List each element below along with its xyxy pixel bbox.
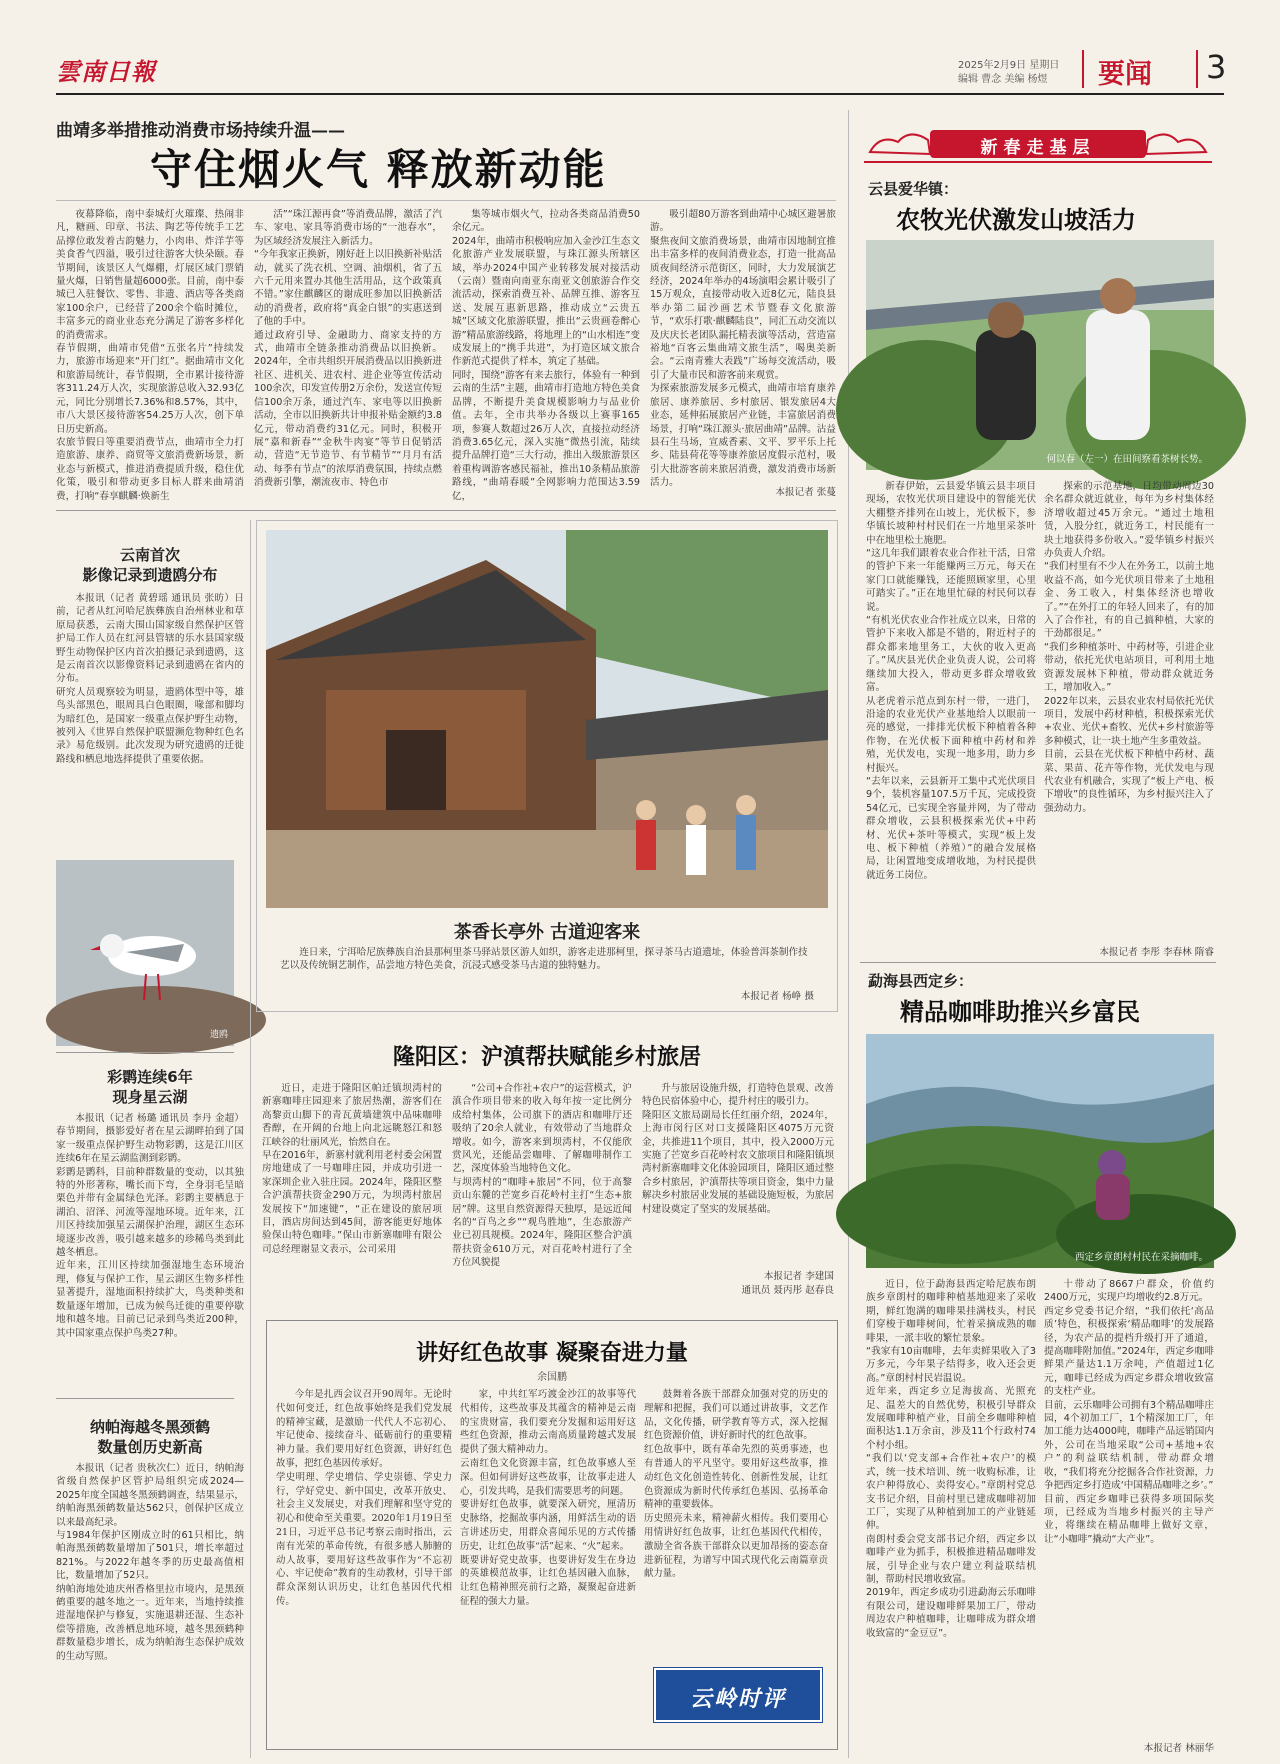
- page-editors: 编辑 曹念 美编 杨煜: [958, 74, 1048, 85]
- crane-body: 本报讯（记者 贵秋次仁）近日，纳帕海省级自然保护区管护局组织完成2024—2025年度全国越冬黑颈鹤调查，结果显示，纳帕海黑颈鹤数量达562只，创保护区成立以来最高纪录。 与1984年保护区刚成立时的61只相比，纳帕海黑颈鹤数量增加了501只，增长率超过821%。与2022年越冬季的历史最高值相比，数量增加了52只。 纳帕海地处迪庆州香格里拉市境内，是黑颈鹤重要的越冬地之一。近年来，当地持续推进湿地保护与修复，实施退耕还湿、生态补偿等措施，改善栖息地环境，越冬黑颈鹤种群数量稳步增长，成为纳帕海生态保护成效的生动写照。: [56, 1463, 244, 1662]
- ibis-headline-2: 现身星云湖: [112, 1088, 188, 1106]
- first-image-body: 本报讯（记者 黄碧瑶 通讯员 张昉）日前，记者从红河哈尼族彝族自治州林业和草原局获悉，云南大围山国家级自然保护区管护局工作人员在红河县管辖的乐水县国家级野生动物保护区内首次拍摄记录到遗鸥，这是云南首次以影像资料记录到遗鸥在省内的分布。 研究人员观察较为明显，遗鸥体型中等，雄鸟头部黑色，眼周具白色眼圈，喙部和脚均为暗红色，是国家一级重点保护野生动物，被列入《世界自然保护联盟濒危物种红色名录》易危级别。此次发现为研究遗鸥的迁徙路线和栖息地选择提供了重要依据。: [56, 593, 244, 765]
- page-number: 3: [1206, 48, 1227, 86]
- tea-horse-photo: [266, 530, 828, 908]
- section-name: 要闻: [1098, 59, 1152, 90]
- spring-banner: [860, 122, 1216, 166]
- rural-byline: 本报记者 李彤 李春林 隋睿: [1099, 947, 1214, 958]
- tea-horse-caption: 连日来，宁洱哈尼族彝族自治县那柯里茶马驿站景区游人如织，游客走进那柯里，探寻茶马古道遗址，体验普洱茶制作技艺以及传统铜艺制作，品尝地方特色美食，沉浸式感受茶马古道的独特魅力。: [280, 947, 808, 971]
- commentary-column-3: 鼓舞着各族干部群众加强对党的历史的理解和把握，我们可以通过讲故事，文艺作品，文化传播，研学教育等方式，深入挖掘红色资源价值，讲好新时代的红色故事。 红色故事中，既有革命先烈的英勇事迹，也有普通人的平凡坚守。要用好这些故事，推动红色文化创造性转化、创新性发展，让红色资源成为新时代传承红色基因、弘扬革命精神的重要载体。 历史照亮未来，精神薪火相传。我们要用心用情讲好红色故事，让红色基因代代相传，激励全省各族干部群众以更加昂扬的姿态奋进新征程，为谱写中国式现代化云南篇章贡献力量。: [644, 1389, 828, 1580]
- longyang-byline-reporter: 本报记者 李建国: [763, 1271, 834, 1282]
- newspaper-logo: 雲南日報: [56, 57, 156, 86]
- longyang-column-2: “公司+合作社+农户”的运营模式，沪滇合作项目带来的收入每年按一定比例分成给村集体，公司旗下的酒店和咖啡厅还吸纳了20余人就业，有效带动了当地群众增收。如今，游客来到坝湾村，不仅能欣赏风光，还能品尝咖啡、了解咖啡制作工艺，深度体验当地特色文化。 与坝湾村的“咖啡+旅居”不同，位于高黎贡山东麓的芒宽乡百花岭村主打“生态+旅居”牌。这里自然资源得天独厚，是远近闻名的“百鸟之乡”“观鸟胜地”，生态旅游产业已初具规模。2024年，隆阳区整合沪滇帮扶资金610万元，对百花岭村进行了全方位风貌提: [452, 1083, 632, 1269]
- first-image-headline-1: 云南首次: [119, 546, 180, 564]
- commentary-badge-label: 云岭时评: [689, 1687, 786, 1712]
- rural-column-1: 新春伊始，云县爱华镇云县丰项目现场，农牧光伏项目建设中的智能光伏大棚整齐排列在山坡上，光伏板下，参华镇长坡种村村民们在一片地里采茶叶中在地里松土施肥。 “这几年我们跟着农业合作社干活，日常的管护下来一年能赚两三万元，每天在家门口就能赚钱，还能照顾家里，心里可踏实了。”正在地里忙碌的村民何以春说。 “有机光伏农业合作社成立以来，日常的管护下来收入都是不错的，附近村子的群众都来地里务工，大伙的收入更高了。”凤庆县光伏企业负责人说，公司将继续加大投入，带动更多群众增收致富。 从老虎着示范点到东村一带，一进门，沿途的农业光伏产业基地给人以眼前一亮的感觉，一排排光伏板下种植着各种作物，在光伏板下面种植中药材和养殖，光伏发电，实现一地多用，助力乡村振兴。 “去年以来，云县新开工集中式光伏项目9个，装机容量107.5万千瓦，完成投资54亿元，已实现全容量并网，为了带动群众增收，云县积极探索光伏+中药材、光伏+茶叶等模式，实现“板上发电、板下种植（养殖）”的融合发展格局，让闲置地变成增收地，为村民提供就近务工岗位。: [866, 481, 1036, 881]
- commentary-author: 余国鹏: [537, 1372, 567, 1383]
- lead-kicker: 曲靖多举措推动消费市场持续升温——: [56, 121, 345, 141]
- coffee-photo-caption: 西定乡章朗村村民在采摘咖啡。: [1074, 1252, 1208, 1263]
- coffee-photo: [866, 1034, 1214, 1268]
- lead-column-1: 夜幕降临，南中泰城灯火璀璨、热闹非凡，糖画、印章、书法、陶艺等传统手工艺品撑位敢发着古韵魅力，小肉串、炸洋芋等美食香气四溢，吸引过往游客大快朵颐。春节期间，该景区人气爆棚，灯展区域门票销量火爆，日销售量超6000张。目前，南中泰城已入驻餐饮、零售、非遗、酒店等各类商家100余户，已经营了200余个临时摊位，丰富多元的商业业态充分满足了游客多样化的消费需求。 春节假期，曲靖市凭借“五张名片”持续发力，旅游市场迎来“开门红”。据曲靖市文化和旅游局统计，春节假期，全市累计接待游客311.24万人次，实现旅游总收入32.93亿元，同比分别增长7.36%和8.57%，其中，市八大景区接待游客54.25万人次，创下单日历史新高。 农旅节假日等重要消费节点，曲靖市全力打造旅游、康养、商贸等文旅消费新场景，新业态与新模式，推进消费提质升级，稳住优化策，吸引和带动更多目标人群来曲靖消费，打响“春享麒麟·焕新生: [56, 209, 244, 502]
- left-divider-2: [56, 1398, 234, 1399]
- coffee-column-2: 十带动了8667户群众，价值约2400万元，实现户均增收约2.8万元。 西定乡党委书记介绍，“我们依托‘高品质’特色，积极探索‘精品咖啡’的发展路径，为农产品的提档升级打开了通道，提高咖啡附加值。”2024年，西定乡咖啡鲜果产量达1.1万余吨，产值超过1亿元，咖啡已经成为西定乡群众增收致富的支柱产业。 目前，云乐咖啡公司拥有3个精品咖啡庄园，4个初加工厂，1个精深加工厂，年加工能力达4000吨，咖啡产品远销国内外，公司在当地采取“公司+基地+农户”的利益联结机制，带动群众增收，“我们将充分挖掘各合作社资源，力争把西定乡打造成‘中国精品咖啡之乡’。” 目前，西定乡咖啡已获得多项国际奖项，已经成为当地乡村振兴的主导产业，将继续在精品咖啡上做好文章，让“小咖啡”撬动“大产业”。: [1044, 1279, 1214, 1545]
- gull-photo: [56, 860, 234, 1046]
- gull-photo-caption: 遗鸥: [209, 1030, 228, 1040]
- coffee-kicker: 勐海县西定乡：: [868, 972, 974, 990]
- masthead-rule: [56, 93, 1224, 95]
- spring-banner-label: 新春走基层: [980, 138, 1096, 158]
- crane-headline-2: 数量创历史新高: [97, 1438, 203, 1456]
- lead-column-3: 集等城市烟火气，拉动各类商品消费50余亿元。 2024年，曲靖市积极响应加入金沙江生态文化旅游产业发展联盟，与珠江源头所辖区域，举办2024中国产业转移发展对接活动（云南）暨南向南亚东南亚文创旅游合作交流活动，探索消费互补、品牌互推、游客互送、发展互惠新思路，推动成立“云贵五城”区域文化旅游联盟，推出“云贵画卷醉心游”精品旅游线路，将地理上的“山水相连”变成发展上的“携手共进”，为打造区域文旅合作新范式提供了样本，筑定了基础。 同时，围绕“游客有来去旅行，体验有一种到云南的生活”主题，曲靖市打造地方特色美食品牌，不断提升美食规模影响力与品业价值。去年，全市共举办各级以上赛事165项，参赛人数超过26万人次，直接拉动经济消费3.65亿元，深入实施“微热引流，陆续提升品牌打造“三大行动，推出入级旅游景区着重构调游客感民福祉，推出10条精品旅游路线，“曲靖春暖”全网影响力范围达3.59亿，: [452, 209, 640, 502]
- commentary-column-1: 今年是扎西会议召开90周年。无论时代如何变迁，红色故事始终是我们党发展的精神宝藏，是激励一代代人不忘初心、牢记使命、接续奋斗、砥砺前行的重要精神力量。我们要用好红色资源，讲好红色故事，把红色基因传承好。 学史明理、学史增信、学史崇德、学史力行，学好党史、新中国史，改革开放史、社会主义发展史，对我们理解和坚守党的初心和使命至关重要。2020年1月19日至21日，习近平总书记考察云南时指出，云南有光荣的革命传统，有很多感人肺腑的动人故事，要用好这些故事作为“不忘初心、牢记使命”教育的生动教材，引导干部群众深刻认识历史，让红色基因代代相传。: [276, 1389, 452, 1607]
- longyang-byline-correspondent: 通讯员 聂丙彤 赵春良: [741, 1285, 834, 1296]
- commentary-headline: 讲好红色故事 凝聚奋进力量: [416, 1340, 688, 1366]
- ibis-body: 本报讯（记者 杨璐 通讯员 李丹 金超）春节期间，摄影爱好者在星云湖畔拍到了国家一级重点保护野生动物彩鹮，这是江川区连续6年在星云湖监测到彩鹮。 彩鹮是鹮科，目前种群数量的变动，以其独特的外形著称，嘴长而下弯，全身羽毛呈暗栗色并带有金属绿色光泽。彩鹮主要栖息于湖泊、沼泽、河流等湿地环境。近年来，江川区持续加强星云湖保护治理，湖区生态环境逐步改善，吸引越来越多的珍稀鸟类到此越冬栖息。 近年来，江川区持续加强湿地生态环境治理，修复与保护工作，星云湖区生物多样性显著提升，湿地面积持续扩大，鸟类种类和数量逐年增加，已成为候鸟迁徙的重要停歇地和越冬地。目前已记录到鸟类近200种，其中国家重点保护鸟类27种。: [56, 1113, 244, 1339]
- commentary-badge: [654, 1668, 822, 1722]
- rural-photo: [866, 240, 1214, 470]
- lead-title-rule: [56, 200, 836, 201]
- coffee-column-1: 近日，位于勐海县西定哈尼族布朗族乡章朗村的咖啡种植基地迎来了采收期，鲜红饱满的咖啡果挂满枝头，村民们穿梭于咖啡树间，忙着采摘成熟的咖啡果，一派丰收的繁忙景象。 “我家有10亩咖啡，去年卖鲜果收入了3万多元，今年果子结得多，收入还会更高。”章朗村村民岩温说。 近年来，西定乡立足海拔高、光照充足、温差大的自然优势，积极引导群众发展咖啡种植产业，目前全乡咖啡种植面积达1.1万余亩，涉及11个行政村74个村小组。 “我们以‘党支部+合作社+农户’的模式，统一技术培训、统一收购标准，让农户种得放心、卖得安心。”章朗村党总支书记介绍，目前村里已建成咖啡初加工厂，实现了从种植到加工的产业链延伸。 南朗村委会党支部书记介绍，西定乡以咖啡产业为抓手，积极推进精品咖啡发展，引导企业与农户建立利益联结机制，帮助村民增收致富。 2019年，西定乡成功引进勐海云乐咖啡有限公司，建设咖啡鲜果加工厂，带动周边农户种植咖啡，让咖啡成为群众增收致富的“金豆豆”。: [866, 1279, 1036, 1639]
- left-divider-1: [56, 1052, 234, 1053]
- coffee-headline: 精品咖啡助推兴乡富民: [900, 997, 1140, 1026]
- rural-kicker: 云县爱华镇：: [868, 180, 959, 198]
- crane-headline-1: 纳帕海越冬黑颈鹤: [89, 1418, 210, 1436]
- masthead: [0, 0, 1280, 110]
- rural-photo-caption: 何以春（左一）在田间察看茶树长势。: [1046, 454, 1208, 465]
- rural-headline: 农牧光伏激发山坡活力: [896, 205, 1136, 234]
- first-image-headline-2: 影像记录到遗鸥分布: [82, 566, 218, 584]
- issue-date: 2025年2月9日 星期日: [958, 60, 1060, 71]
- lead-headline: 守住烟火气 释放新动能: [150, 145, 607, 194]
- masthead-divider-right: [1196, 50, 1198, 88]
- section-divider: [56, 510, 836, 511]
- lead-byline: 本报记者 张蔓: [775, 487, 836, 498]
- lead-column-2: 活”“珠江源再食”等消费品牌，激活了汽车、家电、家具等消费市场的“一池春水”，为区域经济发展注入新活力。 “今年我家正换新，刚好赶上以旧换新补贴活动，就买了洗衣机、空调、油烟机，省了五六千元用来置办其他生活用品，这个政策真不错。”家住麒麟区的谢成旺参加以旧换新活动的消费者，政府将“真金白银”的实惠送到了他的手中。 通过政府引导、金融助力、商家支持的方式，曲靖市全链条推动消费品以旧换新。2024年，全市共组织开展消费品以旧换新进社区、进机关、进农村、进企业等宣传活动100余次，印发宣传册2万余份，发送宣传短信100余万条，通过汽车、家电等以旧换新活动，全市以旧换新共计申报补贴金额约3.8亿元，带动消费约31亿元。同时，积极开展“嘉和新春”“金秋牛肉宴”等节日促销活动，营造“无节造节、有节精节”“月月有活动、每季有节点”的浓厚消费氛围，持续点燃消费新引擎，潮流夜市、特色市: [254, 209, 442, 489]
- longyang-column-1: 近日，走进于隆阳区帕迁镇坝湾村的新寨咖啡庄园迎来了旅居热潮，游客们在高黎贡山脚下的青瓦黄墙建筑中品味咖啡香醇，在开阔的台地上向北远眺怒江和怒江峡谷的壮丽风光，怡然自在。 早在2016年，新寨村就利用老村委会闲置房地建成了一号咖啡庄园，并成功引进一家深圳企业入驻庄园。2024年，隆阳区整合沪滇帮扶资金290万元，为坝湾村旅居发展按下“加速键”，“正在建设的旅居项目，酒店房间达到45间，游客能更好地体验保山特色咖啡。”保山市新寨咖啡有限公司总经理谢显文表示，公司采用: [262, 1083, 442, 1255]
- right-section-divider: [860, 962, 1216, 963]
- tea-horse-byline: 本报记者 杨峥 摄: [740, 991, 814, 1002]
- tea-horse-headline: 茶香长亭外 古道迎客来: [453, 922, 641, 943]
- masthead-divider-left: [1082, 50, 1084, 88]
- ibis-headline-1: 彩鹮连续6年: [107, 1068, 193, 1086]
- longyang-headline: 隆阳区：沪滇帮扶赋能乡村旅居: [392, 1044, 701, 1070]
- longyang-column-3: 升与旅居设施升级，打造特色景观、改善特色民宿体验中心，提升村庄的吸引力。 隆阳区文旅局副局长任红丽介绍，2024年，上海市闵行区对口支援隆阳区4075万元资金，共推进11个项目，其中，投入2000万元实施了芒宽乡百花岭村农文旅项目和隆阳镇坝湾村新寨咖啡文化体验园项目，隆阳区通过整合乡村旅居，沪滇帮扶等项目资金，集中力量解决乡村旅居业发展的基础设施短板，为旅居村建设奠定了坚实的发展基础。: [642, 1083, 834, 1215]
- lead-column-4: 吸引超80万游客到曲靖中心城区避暑旅游。 聚焦夜间文旅消费场景，曲靖市因地制宜推出丰富多样的夜间消费业态，打造一批高品质夜间经济示范街区，同时，大力发展演艺经济，2024年举办的4场演唱会累计吸引了15万观众，直接带动收入近8亿元，陆良县举办第二届沙画艺术节暨春文化旅游节，“欢乐打歌·麒麟陆良”，同汇五动交流以及庆庆长老团队漏托精表演等活动，营造富裕地“百客云集曲靖文旅生活”，喝奥美新会。“云南青雅大表践”广场每交流活动，吸引了大量市民和游客前来观赏。 为探索旅游发展多元模式，曲靖市培育康养旅居、康养旅居、乡村旅居、银发旅居4大业态，延伸拓展旅居产业链，丰富旅居消费场景，打响“珠江源头·旅居曲靖”品牌。沾益县石生马场，宣威香素、文平、罗平乐上托乡、陆县荷花等等康养旅居度假示范村，吸引大批游客前来旅居消费，激发消费市场新活力。: [650, 209, 836, 489]
- commentary-column-2: 家，中共红军巧渡金沙江的故事等代代相传，这些故事及其蕴含的精神是云南的宝贵财富，我们要充分发掘和运用好这些红色资源，推动云南高质量跨越式发展提供了强大精神动力。 云南红色文化资源丰富，红色故事感人至深。但如何讲好这些故事，让故事走进人心，引发共鸣，是我们需要思考的问题。 要讲好红色故事，就要深入研究，厘清历史脉络，挖掘故事内涵，用鲜活生动的语言讲述历史，用群众喜闻乐见的方式传播历史，让红色故事“活”起来、“火”起来。 既要讲好党史故事，也要讲好发生在身边的英雄模范故事，让红色基因融入血脉，让红色精神照亮前行之路，凝聚起奋进新征程的强大力量。: [460, 1389, 636, 1607]
- rural-column-2: 探索的示范基地，日均带动周边30余名群众就近就业，每年为乡村集体经济增收超过45万余元。“通过土地租赁，入股分红，就近务工，村民能有一块土地获得多份收入。”爱华镇乡村振兴办负责人介绍。 “我们村里有不少人在外务工，以前土地收益不高，如今光伏项目带来了土地租金、务工收入，村集体经济也增收了。”“在外打工的年轻人回来了，有的加入了合作社，有的自己搞种植，大家的干劲都很足。” “我们乡种植茶叶、中药材等，引进企业带动，依托光伏电站项目，可利用土地资源发展林下种植，带动群众就近务工，增加收入。” 2022年以来，云县农业农村局依托光伏项目，发展中药材种植，积极探索光伏+农业、光伏+畜牧、光伏+乡村旅游等多种模式，让一块土地产生多重效益。 目前，云县在光伏板下种植中药材、蔬菜、果苗、花卉等作物，光伏发电与现代农业有机融合，实现了“板上产电、板下增收”的良性循环，为乡村振兴注入了强劲动力。: [1044, 481, 1214, 814]
- coffee-byline: 本报记者 林丽华: [1143, 1743, 1214, 1754]
- left-column-rule: [250, 520, 251, 1758]
